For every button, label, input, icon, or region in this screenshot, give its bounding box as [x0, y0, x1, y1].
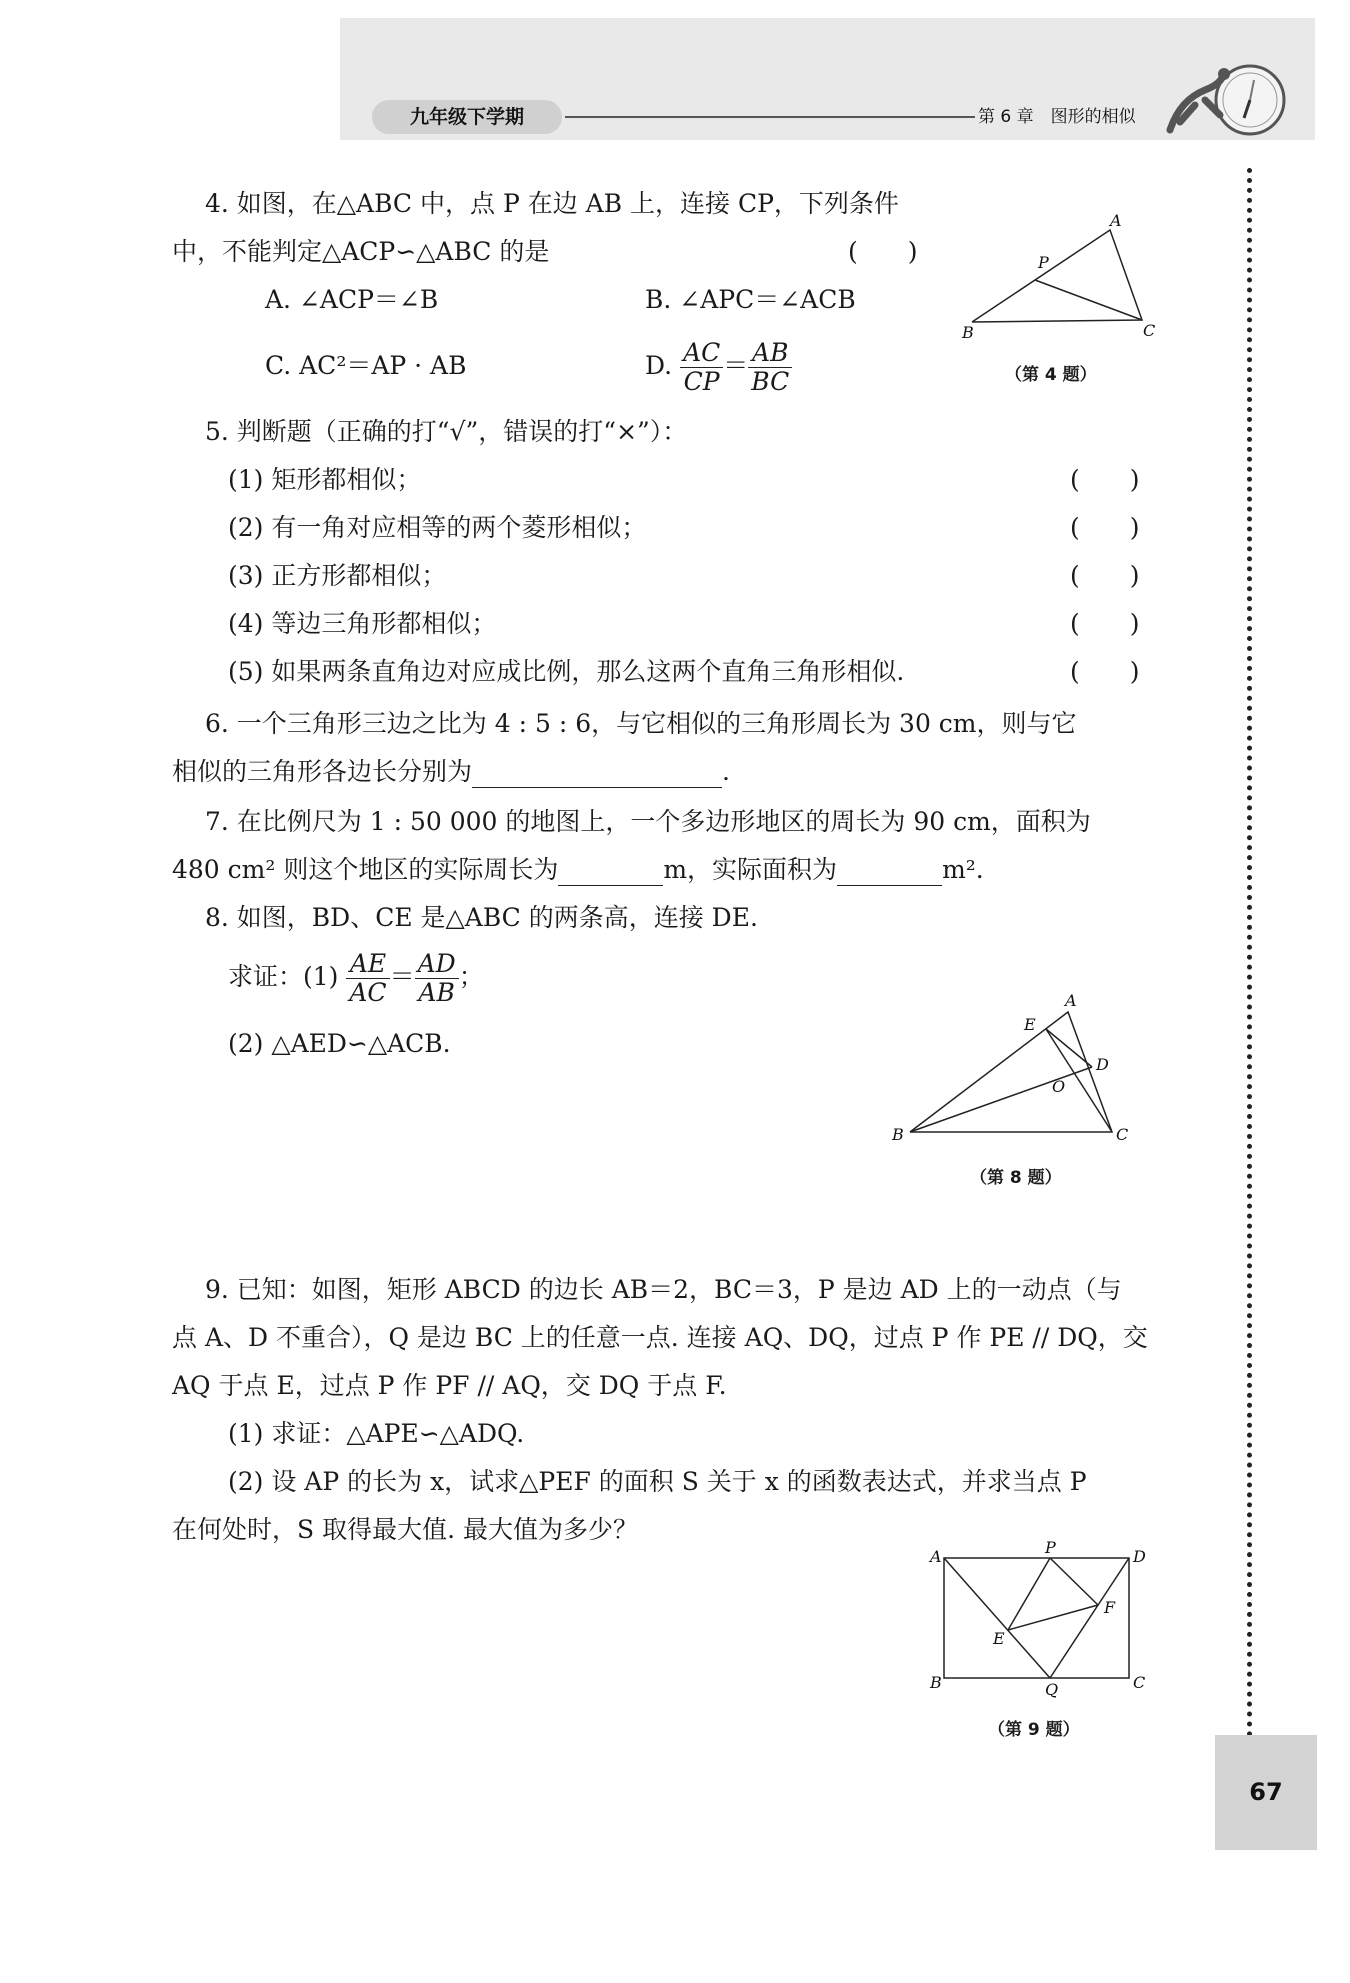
q8-label-b: B: [892, 1125, 904, 1144]
q5-title: 5. 判断题（正确的打“√”，错误的打“×”）：: [205, 417, 688, 446]
margin-dotted-rule: [1247, 168, 1252, 1738]
q4-d-num1: AC: [680, 339, 723, 368]
header-rule: [565, 116, 975, 118]
q5-item-5: (5) 如果两条直角边对应成比例，那么这两个直角三角形相似.: [228, 657, 905, 686]
q4-option-d-fraction-1: [680, 339, 723, 396]
q4-line2: 中，不能判定△ACP∽△ABC 的是: [172, 237, 550, 266]
q9-line1: 9. 已知：如图，矩形 ABCD 的边长 AB＝2，BC＝3，P 是边 AD 上的一动点（与: [205, 1275, 1122, 1304]
q4-d-den2: BC: [751, 367, 790, 396]
q7-blank-area: [837, 857, 942, 886]
q7-blank-perimeter: [558, 857, 663, 886]
q9-label-e: E: [993, 1629, 1005, 1648]
q8-label-c: C: [1116, 1125, 1129, 1144]
q4-option-b: B. ∠APC＝∠ACB: [645, 285, 856, 314]
q4-label-a: A: [1110, 211, 1122, 230]
q4-label-b: B: [962, 323, 974, 340]
q9-part1: (1) 求证：△APE∽△ADQ.: [228, 1419, 525, 1448]
q4-label-p: P: [1038, 253, 1049, 272]
q5-paren-4: ( ): [1070, 609, 1140, 638]
q4-d-num2: AB: [748, 339, 792, 368]
q7-line2-c: m².: [942, 855, 984, 884]
page-number: 67: [1215, 1735, 1317, 1850]
q4-caption: （第 4 题）: [1005, 365, 1097, 385]
q7-line2-b: m，实际面积为: [663, 855, 838, 884]
q5-paren-1: ( ): [1070, 465, 1140, 494]
q5-item-2: (2) 有一角对应相等的两个菱形相似；: [228, 513, 647, 542]
q8-den2: AB: [418, 978, 455, 1007]
q9-figure: [920, 1540, 1150, 1700]
q9-label-a: A: [930, 1547, 942, 1566]
q9-label-f: F: [1104, 1598, 1116, 1617]
q6-line2: [172, 756, 730, 788]
q8-label-o: O: [1052, 1077, 1066, 1096]
q7-line2-a: 480 cm² 则这个地区的实际周长为: [172, 855, 559, 884]
q7-line1: 7. 在比例尺为 1 : 50 000 的地图上，一个多边形地区的周长为 90 cm，面积为: [205, 807, 1091, 836]
q4-option-a: A. ∠ACP＝∠B: [265, 285, 439, 314]
q7-line2: [172, 854, 984, 886]
q9-caption: （第 9 题）: [988, 1720, 1080, 1740]
q6-line2-text: 相似的三角形各边长分别为: [172, 757, 473, 786]
q5-item-1: (1) 矩形都相似；: [228, 465, 422, 494]
q9-part2-line2: 在何处时，S 取得最大值. 最大值为多少？: [172, 1515, 638, 1544]
q4-d-den1: CP: [683, 367, 720, 396]
q6-line1: 6. 一个三角形三边之比为 4 : 5 : 6，与它相似的三角形周长为 30 cm，则与它: [205, 709, 1077, 738]
q4-option-d: [645, 334, 792, 398]
q4-option-c: C. AC²＝AP · AB: [265, 351, 467, 380]
q8-eq: ＝: [389, 962, 415, 991]
q9-line2: 点 A、D 不重合），Q 是边 BC 上的任意一点. 连接 AQ、DQ，过点 P 作 PE // DQ，交: [172, 1323, 1148, 1352]
q9-label-q: Q: [1045, 1680, 1059, 1699]
q4-line1: 4. 如图，在△ABC 中，点 P 在边 AB 上，连接 CP，下列条件: [205, 189, 899, 218]
q8-prove-prefix: 求证：(1): [228, 962, 339, 991]
q8-end: ；: [458, 962, 484, 991]
q8-figure: [880, 990, 1140, 1150]
q8-label-d: D: [1096, 1055, 1109, 1074]
q4-answer-paren: ( ): [848, 237, 918, 266]
q9-label-d: D: [1133, 1547, 1146, 1566]
q6-line2-end: .: [722, 757, 730, 786]
q9-label-p: P: [1045, 1540, 1056, 1557]
q8-num1: AE: [346, 950, 389, 979]
q8-label-a: A: [1065, 991, 1077, 1010]
q8-fraction-2: [415, 950, 459, 1007]
q9-label-c: C: [1133, 1673, 1146, 1692]
q6-answer-blank: [472, 759, 722, 788]
q4-option-d-fraction-2: [748, 339, 792, 396]
q8-prove-part1: [228, 945, 484, 1009]
q8-num2: AD: [415, 950, 459, 979]
q8-prove-part2: (2) △AED∽△ACB.: [228, 1029, 451, 1058]
q5-paren-3: ( ): [1070, 561, 1140, 590]
q4-figure: [950, 210, 1170, 340]
q5-paren-5: ( ): [1070, 657, 1140, 686]
q8-fraction-1: [346, 950, 389, 1007]
chapter-title: 第 6 章 图形的相似: [978, 107, 1136, 127]
q4-d-eq: ＝: [723, 351, 749, 380]
q8-label-e: E: [1024, 1015, 1036, 1034]
q4-option-d-prefix: D.: [645, 351, 673, 380]
q5-item-3: (3) 正方形都相似；: [228, 561, 447, 590]
q9-label-b: B: [930, 1673, 942, 1692]
q4-label-c: C: [1143, 321, 1156, 340]
q5-paren-2: ( ): [1070, 513, 1140, 542]
compass-runner-logo: [1150, 60, 1300, 140]
q8-line1: 8. 如图，BD、CE 是△ABC 的两条高，连接 DE.: [205, 903, 758, 932]
q8-caption: （第 8 题）: [970, 1168, 1062, 1188]
grade-label: 九年级下学期: [372, 100, 562, 134]
q9-part2-line1: (2) 设 AP 的长为 x，试求△PEF 的面积 S 关于 x 的函数表达式，并求当点 P: [228, 1467, 1087, 1496]
q9-line3: AQ 于点 E，过点 P 作 PF // AQ，交 DQ 于点 F.: [172, 1371, 727, 1400]
q8-den1: AC: [349, 978, 387, 1007]
q5-item-4: (4) 等边三角形都相似；: [228, 609, 497, 638]
